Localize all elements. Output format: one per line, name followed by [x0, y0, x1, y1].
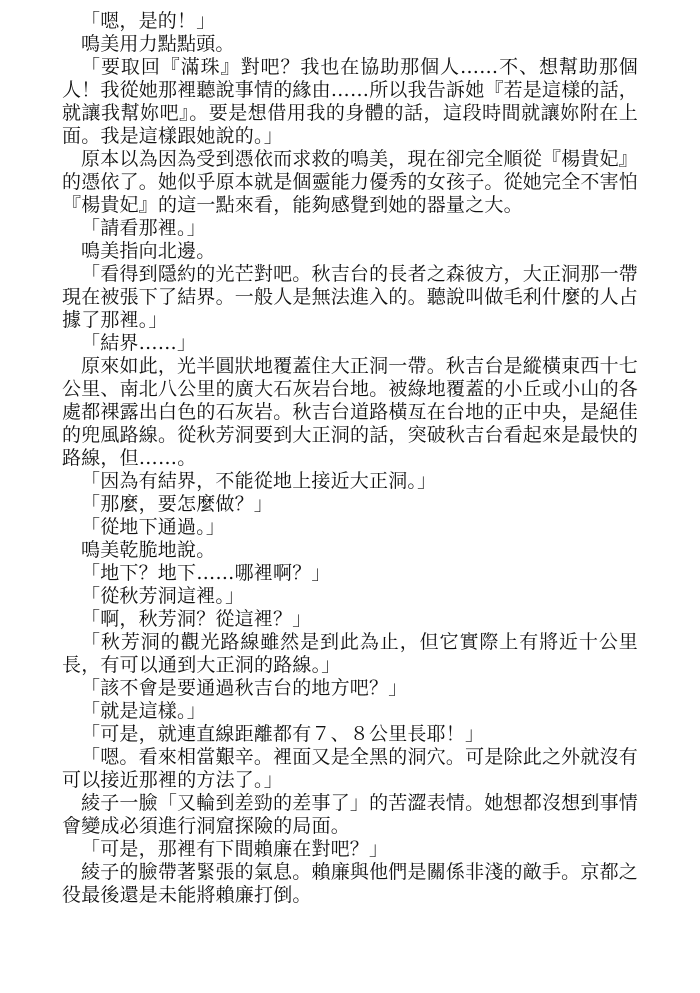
paragraph: 「看得到隱約的光芒對吧。秋吉台的長者之森彼方，大正洞那一帶現在被張下了結界。一般人是無法進入的。聽說叫做毛利什麼的人占據了那裡。」: [62, 263, 639, 331]
paragraph: 鳴美用力點點頭。: [81, 33, 235, 55]
paragraph: 鳴美指向北邊。: [81, 240, 216, 262]
paragraph: 原來如此，光半圓狀地覆蓋住大正洞一帶。秋吉台是縱橫東西十七公里、南北八公里的廣大石灰岩台地。被綠地覆蓋的小丘或小山的各處都裸露出白色的石灰岩。秋吉台道路橫亙在台地的正中央，是絕佳的兜風路線。從秋芳洞要到大正洞的話，突破秋吉台看起來是最快的路線，但……。: [62, 355, 639, 469]
paragraph: 「秋芳洞的觀光路線雖然是到此為止，但它實際上有將近十公里長，有可以通到大正洞的路線。」: [62, 631, 638, 676]
paragraph: 「請看那裡。」: [81, 217, 206, 239]
paragraph: 「從秋芳洞這裡。」: [81, 585, 245, 607]
paragraph: 「該不會是要通過秋吉台的地方吧？」: [81, 677, 408, 699]
paragraph: 「從地下通過。」: [81, 516, 226, 538]
document-page: [62, 10, 638, 907]
paragraph: 「可是，那裡有下間賴廉在對吧？」: [81, 838, 389, 860]
paragraph: 鳴美乾脆地說。: [81, 539, 216, 561]
paragraph: 「那麼，要怎麼做？」: [81, 493, 274, 515]
paragraph: 「啊，秋芳洞？從這裡？」: [81, 608, 312, 630]
paragraph: 綾子一臉「又輪到差勁的差事了」的苦澀表情。她想都沒想到事情會變成必須進行洞窟探險的局面。: [62, 792, 638, 837]
paragraph: 「結界……」: [81, 332, 197, 354]
paragraph: 綾子的臉帶著緊張的氣息。賴廉與他們是關係非淺的敵手。京都之役最後還是未能將賴廉打倒。: [62, 861, 638, 906]
paragraph: 「嗯，是的！」: [81, 10, 216, 32]
paragraph: 「因為有結界，不能從地上接近大正洞。」: [81, 470, 437, 492]
paragraph: 原本以為因為受到憑依而求救的鳴美，現在卻完全順從『楊貴妃』的憑依了。她似乎原本就是個靈能力優秀的女孩子。從她完全不害怕『楊貴妃』的這一點來看，能夠感覺到她的器量之大。: [62, 148, 639, 216]
paragraph: 「可是，就連直線距離都有７、８公里長耶！」: [81, 723, 485, 745]
paragraph: 「要取回『滿珠』對吧？我也在協助那個人……不、想幫助那個人！我從她那裡聽說事情的緣由……所以我告訴她『若是這樣的話，就讓我幫妳吧』。要是想借用我的身體的話，這段時間就讓妳附在上面。我是這樣跟她說的。」: [62, 56, 639, 147]
paragraph: 「就是這樣。」: [81, 700, 206, 722]
paragraph: 「嗯。看來相當艱辛。裡面又是全黑的洞穴。可是除此之外就沒有可以接近那裡的方法了。」: [62, 746, 638, 791]
paragraph: 「地下？地下……哪裡啊？」: [81, 562, 331, 584]
